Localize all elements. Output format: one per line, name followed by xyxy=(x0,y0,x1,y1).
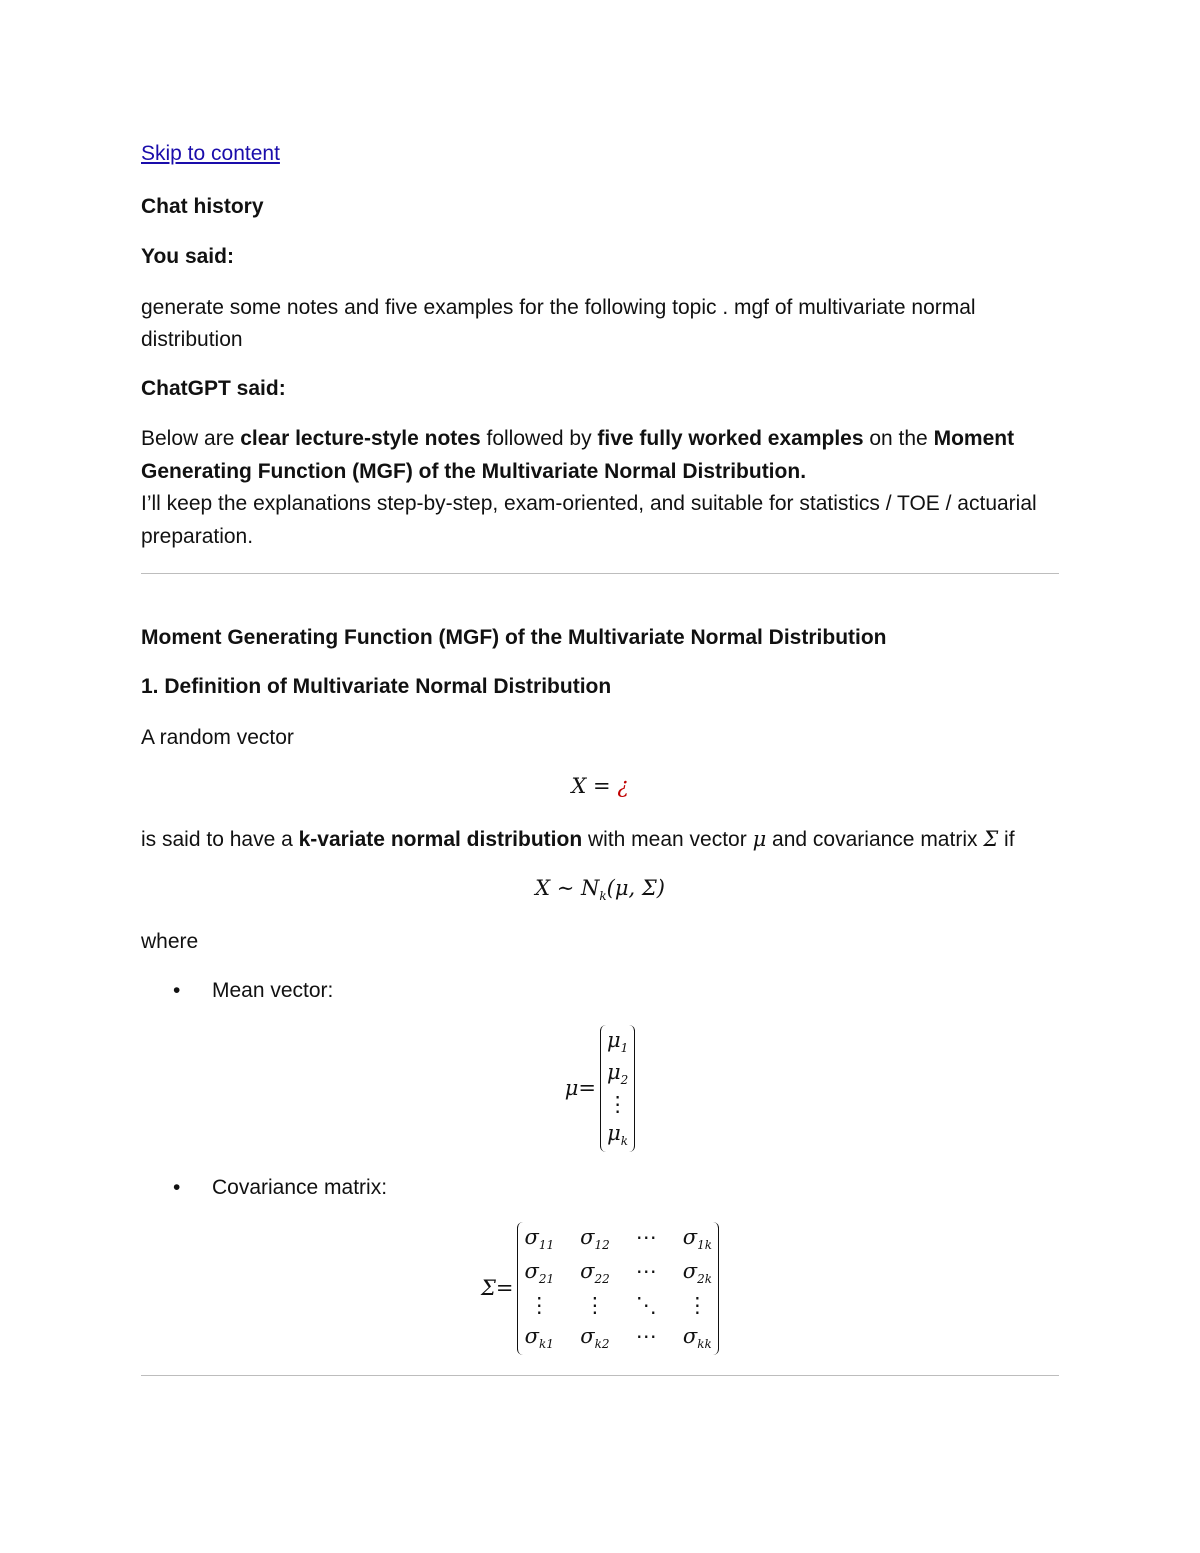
covariance-cell-base: ⋮ xyxy=(528,1292,550,1317)
where-text: where xyxy=(141,929,199,953)
intro-text: on the xyxy=(863,427,934,451)
covariance-cell-sub: 11 xyxy=(538,1238,555,1253)
covariance-cell-sub: 22 xyxy=(594,1272,610,1287)
section-title: Moment Generating Function (MGF) of the Multivariate Normal Distribution xyxy=(141,626,887,650)
def-text: if xyxy=(998,827,1015,851)
mean-vector-matrix xyxy=(600,1025,635,1152)
user-label: You said: xyxy=(141,245,234,269)
eq-sign: = xyxy=(593,774,611,799)
covariance-cell-base: σ xyxy=(580,1324,595,1349)
covariance-cell xyxy=(580,1258,610,1288)
covariance-cell-base: σ xyxy=(524,1259,539,1284)
covariance-cell-base: ⋱ xyxy=(635,1292,657,1317)
covariance-cell xyxy=(636,1292,657,1319)
mu-symbol: μ xyxy=(752,826,767,851)
covariance-matrix xyxy=(517,1222,719,1355)
intro-bold-notes: clear lecture-style notes xyxy=(240,427,481,451)
intro-period: . xyxy=(800,459,807,483)
covariance-cell-base: ⋮ xyxy=(686,1292,708,1317)
eq-lhs: X xyxy=(571,774,587,799)
covariance-cell-base: σ xyxy=(682,1324,698,1349)
eq-rhs-unrendered: ¿ xyxy=(617,774,629,799)
covariance-cell xyxy=(580,1323,610,1353)
covariance-cell xyxy=(636,1224,657,1254)
section-subtitle: 1. Definition of Multivariate Normal Distribution xyxy=(141,675,612,699)
mean-vector-cell-base: μ xyxy=(606,1059,621,1084)
def-text: is said to have a xyxy=(141,827,299,851)
mean-vector-cell-sub: k xyxy=(620,1134,629,1149)
covariance-cell-sub: kk xyxy=(697,1337,712,1352)
covariance-cell xyxy=(636,1258,657,1288)
document-page xyxy=(141,138,1059,1376)
covariance-cell-sub: k2 xyxy=(594,1337,610,1352)
mean-vector-lhs: μ= xyxy=(564,1076,596,1101)
def-text: with mean vector xyxy=(582,827,753,851)
intro-text: followed by xyxy=(480,427,598,451)
covariance-cell-base: ⋯ xyxy=(635,1225,657,1250)
covariance-cell-base: ⋯ xyxy=(635,1324,657,1349)
covariance-cell-base: σ xyxy=(524,1225,539,1250)
mean-vector-cell-base: μ xyxy=(607,1120,621,1145)
covariance-cell-base: ⋮ xyxy=(584,1292,606,1317)
divider xyxy=(141,1375,1059,1376)
definition-text xyxy=(141,823,1059,857)
covariance-cell-sub: 1k xyxy=(697,1238,712,1253)
covariance-cell-sub: k1 xyxy=(539,1337,554,1352)
intro-line-two: I’ll keep the explanations step-by-step, exam-oriented, and suitable for statistics / TOE / actuarial preparation. xyxy=(141,492,1037,548)
mean-vector-cell xyxy=(607,1059,628,1089)
covariance-cell-base: σ xyxy=(524,1324,539,1349)
covariance-cell-base: σ xyxy=(682,1225,698,1250)
covariance-cell-sub: 21 xyxy=(538,1272,555,1287)
assistant-label: ChatGPT said: xyxy=(141,376,286,400)
mean-vector-equation xyxy=(141,1025,1059,1152)
covariance-cell xyxy=(580,1292,610,1319)
chat-history-heading: Chat history xyxy=(141,194,264,218)
mean-vector-cell-sub: 2 xyxy=(620,1073,629,1088)
bullet-list xyxy=(141,1172,1059,1205)
eq2-sub: k xyxy=(599,889,607,904)
covariance-matrix-equation xyxy=(141,1222,1059,1355)
mean-vector-cell-base: μ xyxy=(606,1028,621,1053)
bullet-list xyxy=(141,975,1059,1008)
mean-vector-cell-sub: 1 xyxy=(620,1041,629,1056)
skip-to-content-link[interactable]: Skip to content xyxy=(141,142,280,165)
mean-vector-cell xyxy=(607,1027,628,1057)
mean-vector-cell-base: ⋮ xyxy=(607,1091,629,1116)
covariance-cell-sub: 12 xyxy=(594,1238,610,1253)
assistant-intro xyxy=(141,423,1059,553)
covariance-cell xyxy=(580,1224,610,1254)
sigma-symbol: Σ xyxy=(983,826,999,851)
covariance-cell-base: ⋯ xyxy=(635,1259,657,1284)
eq2-args: (μ, Σ) xyxy=(606,876,665,901)
covariance-cell xyxy=(524,1323,554,1353)
covariance-cell xyxy=(683,1258,712,1288)
def-text: and covariance matrix xyxy=(766,827,984,851)
eq2-main: X ∼ N xyxy=(535,876,600,901)
intro-bold-examples: five fully worked examples xyxy=(597,427,864,451)
equation-x xyxy=(141,770,1059,803)
covariance-cell xyxy=(683,1292,712,1319)
intro-bold-topic: Moment Generating Function (MGF) of the Multivariate Normal Distribution xyxy=(141,427,1015,483)
covariance-cell-base: σ xyxy=(580,1259,595,1284)
bullet-covariance-matrix: • Covariance matrix: xyxy=(141,1172,1059,1205)
def-bold: k-variate normal distribution xyxy=(298,827,583,851)
bullet-mean-vector: • Mean vector: xyxy=(141,975,1059,1008)
mean-vector-cell xyxy=(607,1120,628,1150)
user-message: generate some notes and five examples for the following topic . mgf of multivariate normal distribution xyxy=(141,295,976,352)
covariance-cell xyxy=(683,1323,712,1353)
covariance-cell-base: σ xyxy=(682,1259,698,1284)
covariance-cell xyxy=(683,1224,712,1254)
equation-distribution xyxy=(141,872,1059,906)
covariance-cell-base: σ xyxy=(580,1225,595,1250)
covariance-cell-sub: 2k xyxy=(697,1272,712,1287)
covariance-lhs: Σ= xyxy=(481,1276,514,1301)
covariance-cell xyxy=(524,1258,554,1288)
random-vector-text: A random vector xyxy=(141,725,294,749)
mean-vector-cell xyxy=(607,1091,628,1118)
intro-text: Below are xyxy=(141,427,241,451)
divider xyxy=(141,573,1059,574)
covariance-cell xyxy=(524,1224,554,1254)
covariance-cell xyxy=(524,1292,554,1319)
covariance-cell xyxy=(636,1323,657,1353)
